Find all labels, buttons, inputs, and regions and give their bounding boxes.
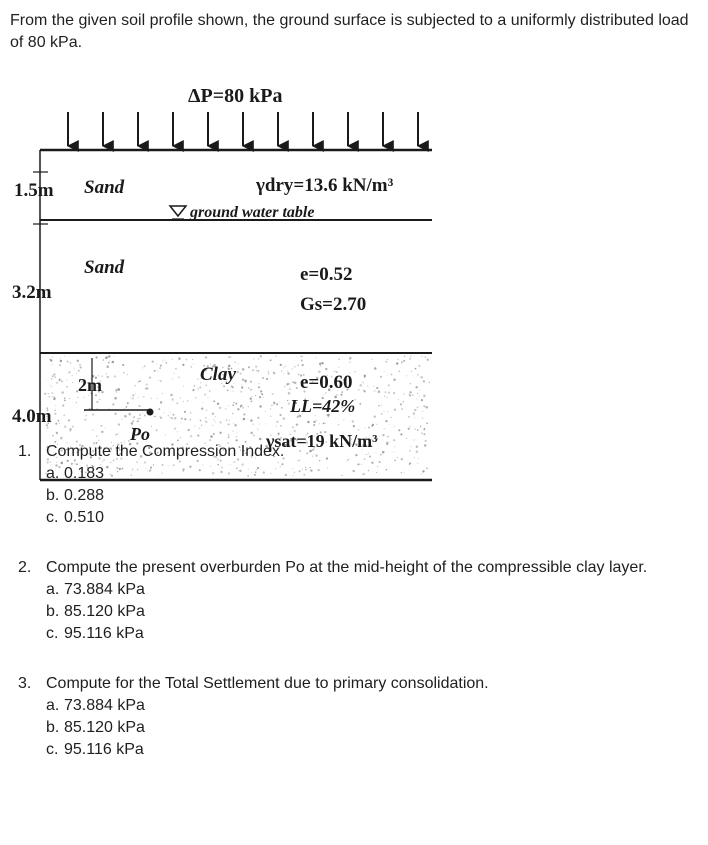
layer2-void-ratio: e=0.52 bbox=[300, 264, 353, 285]
question-text: Compute the Compression Index. bbox=[46, 443, 285, 460]
option-b[interactable]: b. 0.288 bbox=[46, 487, 105, 504]
problem-statement: From the given soil profile shown, the ground surface is subjected to a uniformly distributed load of 80 kPa. bbox=[10, 12, 689, 51]
question-number: 3. bbox=[18, 675, 32, 692]
layer2-specific-gravity: Gs=2.70 bbox=[300, 294, 367, 315]
layer3-soil: Clay bbox=[200, 364, 236, 385]
option-c[interactable]: c. 0.510 bbox=[46, 509, 105, 526]
layer1-soil: Sand bbox=[84, 177, 125, 198]
layer3-liquid-limit: LL=42% bbox=[290, 396, 356, 416]
question-1 bbox=[18, 441, 284, 529]
po-label: Po bbox=[130, 424, 150, 444]
question-text: Compute the present overburden Po at the mid-height of the compressible clay layer. bbox=[46, 559, 648, 576]
layer2-depth: 3.2m bbox=[12, 282, 52, 303]
load-arrows bbox=[68, 112, 418, 146]
option-b[interactable]: b. 85.120 kPa bbox=[46, 719, 145, 736]
mid-depth-label: 2m bbox=[78, 375, 102, 395]
question-number: 1. bbox=[18, 443, 32, 460]
load-label: ΔP=80 kPa bbox=[188, 85, 283, 107]
layer3-void-ratio: e=0.60 bbox=[300, 372, 353, 393]
option-a[interactable]: a. 73.884 kPa bbox=[46, 697, 145, 714]
option-c[interactable]: c. 95.116 kPa bbox=[46, 625, 144, 642]
option-c[interactable]: c. 95.116 kPa bbox=[46, 741, 144, 758]
option-a[interactable]: a. 0.183 bbox=[46, 465, 105, 482]
layer3-depth: 4.0m bbox=[12, 406, 52, 427]
water-table-icon bbox=[170, 206, 186, 216]
option-a[interactable]: a. 73.884 kPa bbox=[46, 581, 145, 598]
soil-profile-diagram bbox=[0, 70, 708, 490]
layer3-unit-weight: γsat=19 kN/m³ bbox=[266, 431, 378, 451]
layer1-unit-weight: γdry=13.6 kN/m³ bbox=[256, 175, 394, 196]
question-3 bbox=[18, 673, 489, 761]
question-number: 2. bbox=[18, 559, 32, 576]
layer2-soil: Sand bbox=[84, 257, 125, 278]
water-table-label: ground water table bbox=[190, 204, 315, 221]
question-2 bbox=[18, 557, 647, 645]
po-point bbox=[147, 409, 154, 416]
option-b[interactable]: b. 85.120 kPa bbox=[46, 603, 145, 620]
layer1-depth: 1.5m bbox=[14, 180, 54, 201]
question-text: Compute for the Total Settlement due to primary consolidation. bbox=[46, 675, 489, 692]
soil-profile-figure bbox=[0, 70, 708, 490]
